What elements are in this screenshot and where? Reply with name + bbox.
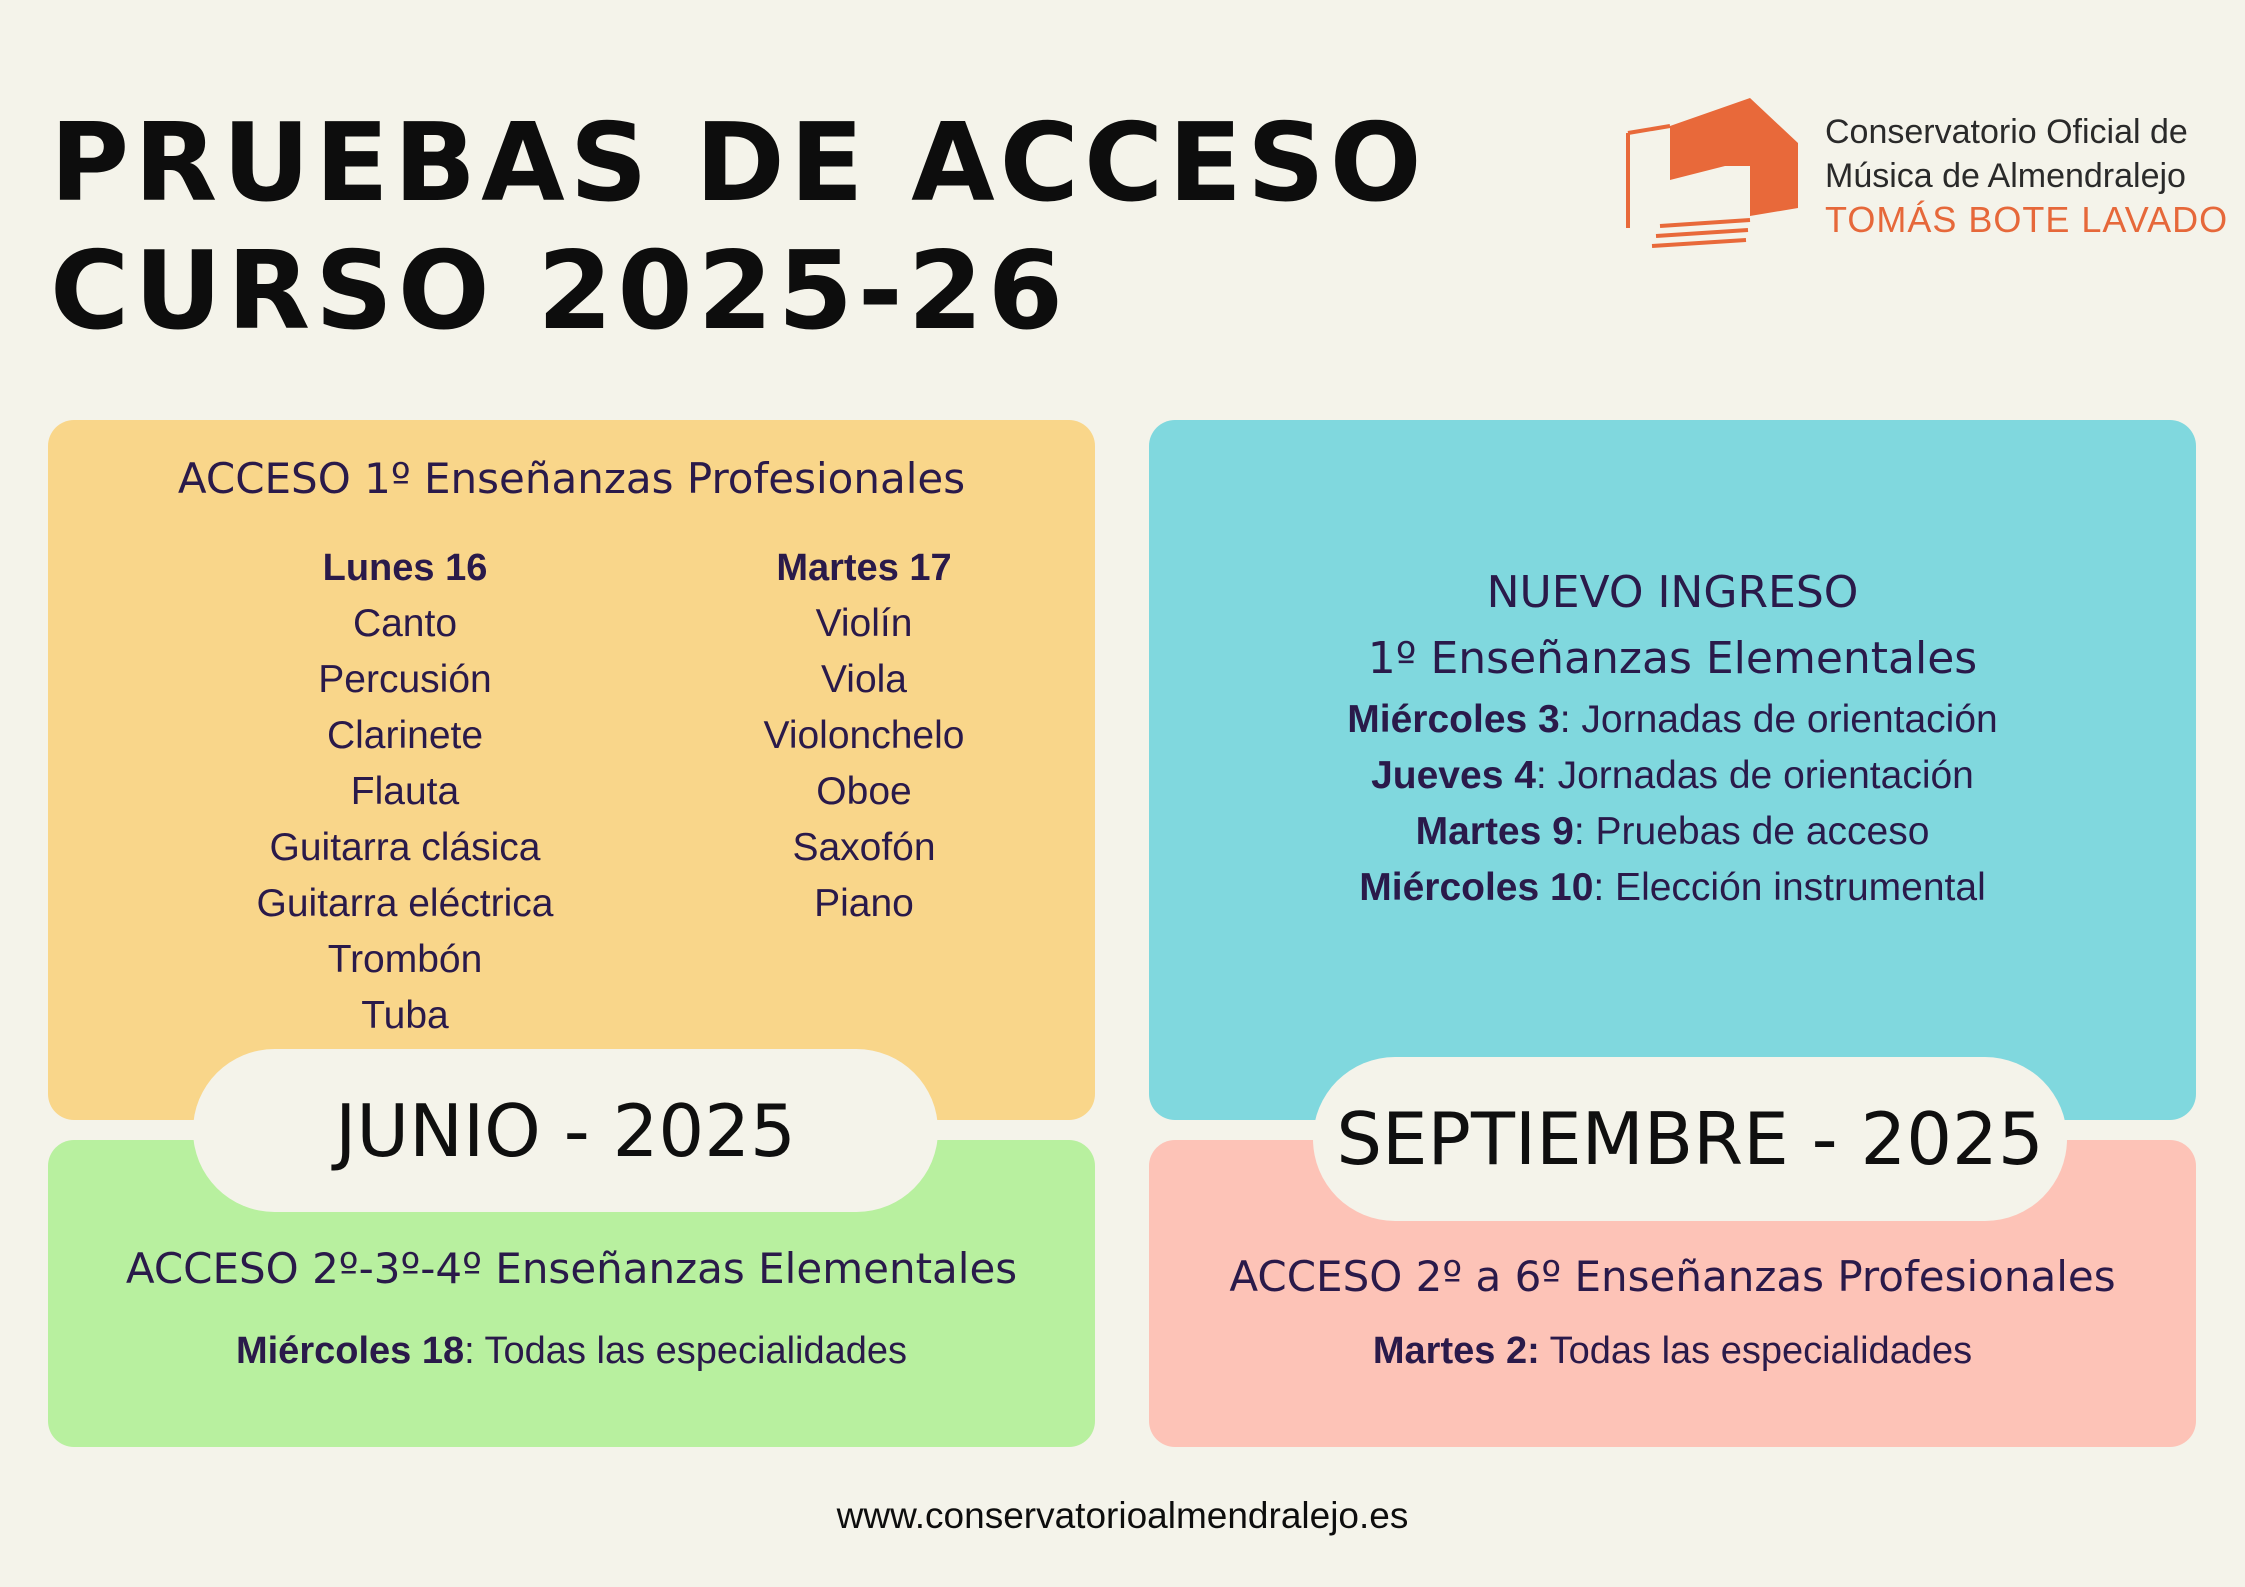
- activity-text: Todas las especialidades: [1539, 1330, 1973, 1372]
- list-item: Viola: [820, 658, 908, 701]
- activity-text: : Todas las especialidades: [464, 1330, 908, 1372]
- nuevo-ingreso-subtitle: 1º Enseñanzas Elementales: [1367, 633, 1978, 684]
- day-label: Martes 9: [1415, 810, 1574, 853]
- logo-brand: TOMÁS BOTE LAVADO: [1825, 199, 2229, 240]
- list-item: Flauta: [350, 770, 460, 813]
- day-label: Miércoles 10: [1359, 866, 1594, 909]
- list-item: Clarinete: [326, 714, 484, 757]
- building-mark-icon: [1620, 88, 1810, 258]
- title-line-2: CURSO 2025-26: [50, 229, 1069, 354]
- day-label: Martes 2:: [1372, 1330, 1540, 1372]
- junio-elementales-title: ACCESO 2º-3º-4º Enseñanzas Elementales: [125, 1244, 1018, 1293]
- title-line-1: PRUEBAS DE ACCESO: [50, 101, 1427, 226]
- septiembre-nuevo-ingreso-card: [1149, 420, 2196, 1120]
- list-item: [1149, 692, 2196, 748]
- day-heading: Martes 17: [776, 547, 952, 589]
- list-item: Guitarra clásica: [269, 826, 541, 869]
- list-item: Tuba: [361, 994, 449, 1037]
- list-item: Trombón: [327, 938, 483, 981]
- list-item: [1149, 748, 2196, 804]
- junio-label: JUNIO - 2025: [193, 1049, 938, 1212]
- day-heading: Lunes 16: [322, 547, 488, 589]
- list-item: [1149, 804, 2196, 860]
- day-label: Miércoles 3: [1347, 698, 1560, 741]
- septiembre-profesionales-line: [1149, 1330, 2196, 1373]
- page-title: [50, 100, 1427, 356]
- list-item: Saxofón: [792, 826, 936, 869]
- day-label: Jueves 4: [1371, 754, 1536, 797]
- list-item: Piano: [814, 882, 914, 925]
- nuevo-ingreso-title: NUEVO INGRESO: [1486, 567, 1859, 618]
- website-link[interactable]: www.conservatorioalmendralejo.es: [836, 1495, 1409, 1536]
- activity-text: : Pruebas de acceso: [1573, 810, 1930, 853]
- list-item: Oboe: [816, 770, 912, 813]
- septiembre-label: SEPTIEMBRE - 2025: [1313, 1057, 2067, 1221]
- activity-text: : Elección instrumental: [1593, 866, 1986, 909]
- list-item: Percusión: [318, 658, 492, 701]
- day-column-lunes: [175, 540, 635, 1044]
- junio-elementales-line: [48, 1330, 1095, 1373]
- day-column-martes: [634, 540, 1094, 932]
- day-label: Miércoles 18: [235, 1330, 465, 1372]
- activity-text: : Jornadas de orientación: [1535, 754, 1974, 797]
- list-item: Guitarra eléctrica: [256, 882, 554, 925]
- list-item: Violonchelo: [763, 714, 965, 757]
- list-item: [1149, 860, 2196, 916]
- list-item: Violín: [815, 602, 913, 645]
- septiembre-profesionales-title: ACCESO 2º a 6º Enseñanzas Profesionales: [1229, 1252, 2116, 1301]
- list-item: Canto: [352, 602, 458, 645]
- junio-profesionales-title: ACCESO 1º Enseñanzas Profesionales: [177, 454, 966, 503]
- activity-text: : Jornadas de orientación: [1559, 698, 1998, 741]
- logo-line-2: Música de Almendralejo: [1825, 157, 2186, 195]
- conservatory-logo: [1620, 88, 2229, 258]
- logo-line-1: Conservatorio Oficial de: [1825, 113, 2188, 151]
- junio-profesionales-card: [48, 420, 1095, 1120]
